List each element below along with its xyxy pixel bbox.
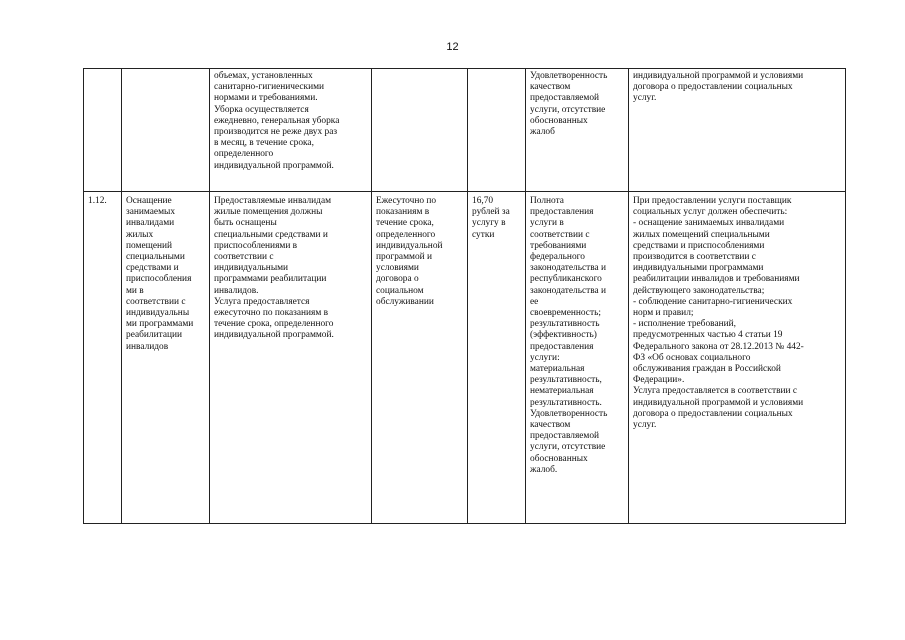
cell-conditions: индивидуальной программой и условиями договора о предоставлении социальных услуг. [629, 69, 846, 192]
cell-quality-indicators: Удовлетворенность качеством предоставляемой услуги, отсутствие обоснованных жалоб [526, 69, 629, 192]
cell-service-description: объемах, установленных санитарно-гигиеническими нормами и требованиями. Уборка осуществляется ежедневно, генеральная уборка производится не реже двух раз в месяц, в течение срока, определенного индивидуальной программой. [210, 69, 372, 192]
cell-service-name: Оснащение занимаемых инвалидами жилых помещений специальными средствами и приспособления ми в соответствии с индивидуальны ми программами реабилитации инвалидов [122, 192, 210, 524]
cell-service-period: Ежесуточно по показаниям в течение срока, определенного индивидуальной программой и условиями договора о социальном обслуживании [372, 192, 468, 524]
table-row [84, 192, 846, 524]
cell-number: 1.12. [84, 192, 122, 524]
cell-service-price [468, 69, 526, 192]
cell-quality-indicators: Полнота предоставления услуги в соответствии с требованиями федерального законодательства и республиканского законодательства и ее своевременность; результативность (эффективность) предоставления услуги: материальная результативность, нематериальная результативность. Удовлетворенность качеством предоставляемой услуги, отсутствие обоснованных жалоб. [526, 192, 629, 524]
page-number: 12 [446, 41, 459, 53]
cell-number [84, 69, 122, 192]
cell-service-description: Предоставляемые инвалидам жилые помещения должны быть оснащены специальными средствами и приспособлениями в соответствии с индивидуальными программами реабилитации инвалидов. Услуга предоставляется ежесуточно по показаниям в течение срока, определенного индивидуальной программой. [210, 192, 372, 524]
cell-conditions: При предоставлении услуги поставщик социальных услуг должен обеспечить: - оснащение занимаемых инвалидами жилых помещений специальными средствами и приспособлениями производится в соответствии с индивидуальными программами реабилитации инвалидов и требованиями действующего законодательства; - соблюдение санитарно-гигиенических норм и правил; - исполнение требований, предусмотренных частью 4 статьи 19 Федерального закона от 28.12.2013 № 442- ФЗ «Об основах социального обслуживания граждан в Российской Федерации». Услуга предоставляется в соответствии с индивидуальной программой и условиями договора о предоставлении социальных услуг. [629, 192, 846, 524]
cell-service-period [372, 69, 468, 192]
table-row [84, 69, 846, 192]
services-table [83, 68, 846, 524]
cell-service-price: 16,70 рублей за услугу в сутки [468, 192, 526, 524]
cell-service-name [122, 69, 210, 192]
